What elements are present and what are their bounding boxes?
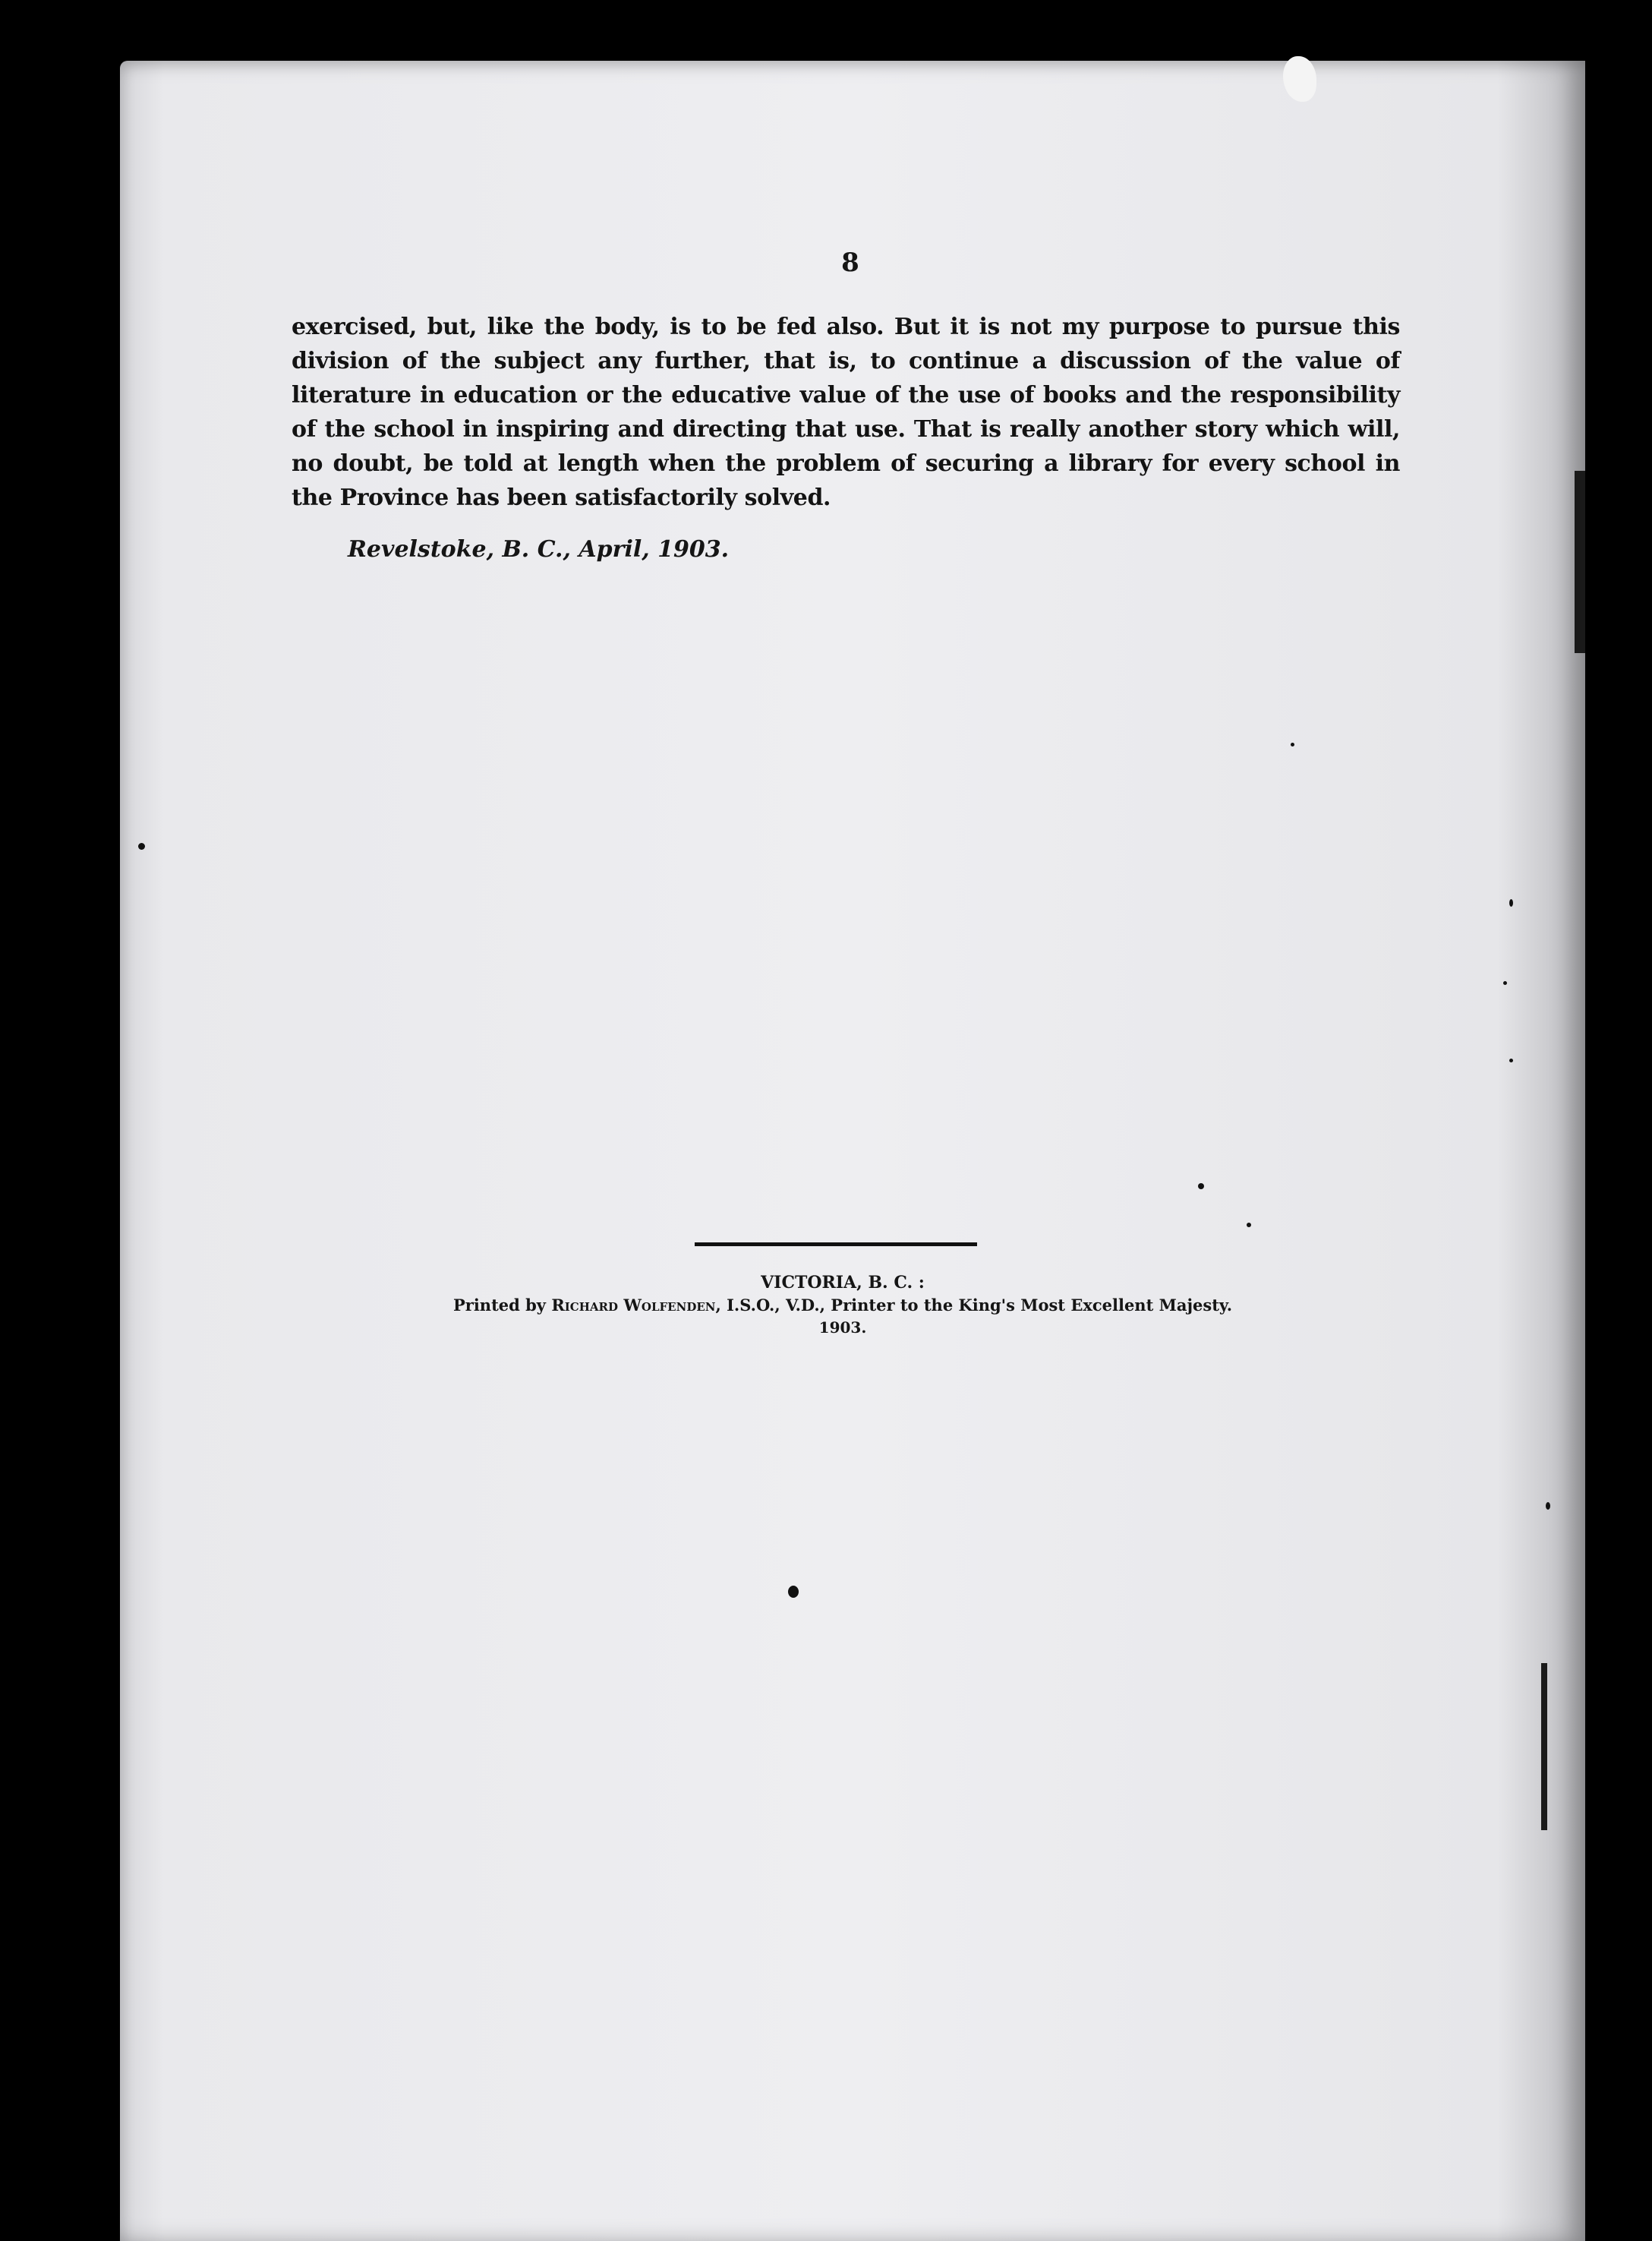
imprint-printer-credentials: I.S.O., V.D., Printer to the King's Most Excellent Majesty. — [727, 1296, 1233, 1315]
binding-mark — [1541, 1663, 1547, 1830]
speck — [138, 843, 145, 850]
binding-mark — [1575, 471, 1585, 653]
speck — [1546, 1502, 1550, 1510]
speck — [1509, 899, 1513, 907]
speck — [1247, 1223, 1251, 1227]
horizontal-rule — [695, 1242, 977, 1246]
speck — [1503, 981, 1507, 985]
printer-imprint — [425, 1271, 1260, 1338]
speck — [1198, 1183, 1204, 1189]
speck — [1509, 1059, 1513, 1062]
imprint-printed-by: Printed by — [452, 1296, 547, 1315]
body-paragraph: exercised, but, like the body, is to be fed also. But it is not my purpose to pursue this division of the subject any further, that is, to continue a discussion of the value of literature in education or the educative value of the use of books and the responsibility of the school in inspiring and directing that use. That is really another story which will, no doubt, be told at length when the problem of securing a library for every school in the Province has been satisfactorily solved. — [292, 314, 1400, 511]
page-number: 8 — [841, 248, 859, 278]
dateline: Revelstoke, B. C., April, 1903. — [348, 536, 730, 563]
speck — [1291, 743, 1294, 746]
imprint-printer-line — [425, 1294, 1260, 1317]
speck — [788, 1586, 799, 1598]
imprint-place: VICTORIA, B. C. : — [761, 1273, 925, 1293]
imprint-year: 1903. — [818, 1318, 867, 1337]
imprint-printer-name: Richard Wolfenden, — [551, 1296, 721, 1315]
